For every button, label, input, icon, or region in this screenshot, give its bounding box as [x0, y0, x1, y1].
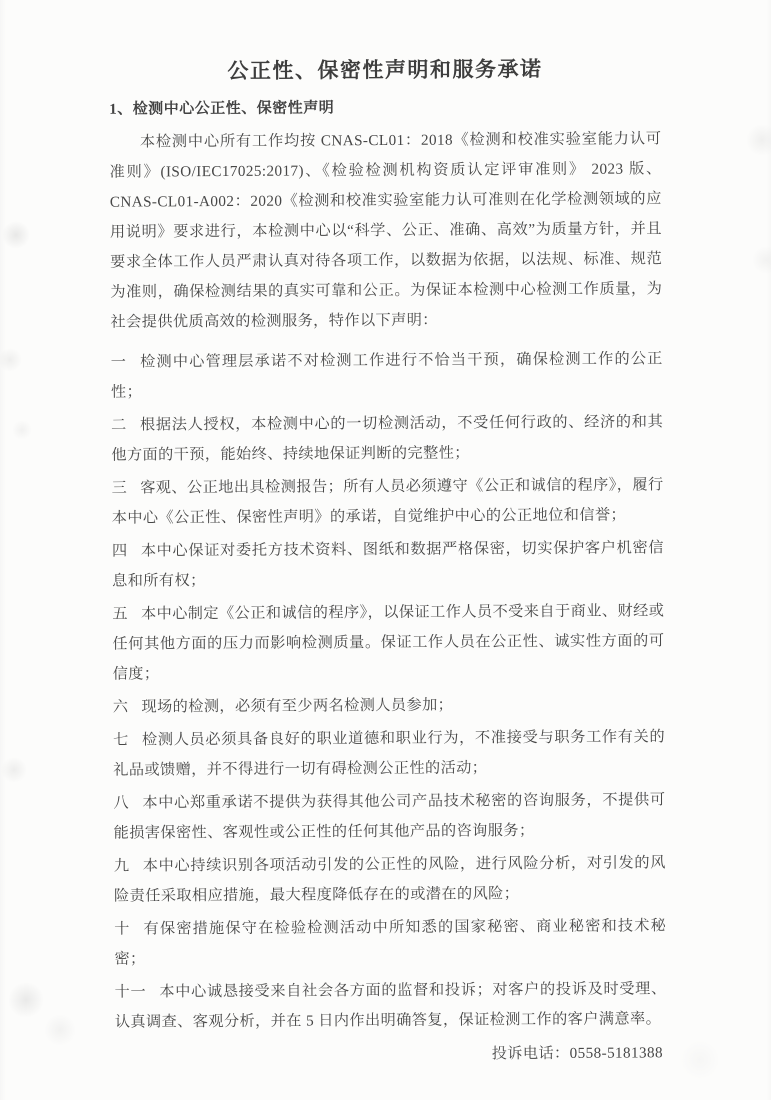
complaint-phone-line: 投诉电话：0558-5181388	[491, 1044, 664, 1063]
item-text: 客观、公正地出具检测报告；所有人员必须遵守《公正和诚信的程序》，履行本中心《公正性、保密性声明》的承诺，自觉维护中心的公正地位和信誉；	[111, 476, 664, 527]
statement-item	[112, 533, 664, 596]
statement-list	[111, 344, 667, 1037]
statement-item	[114, 911, 666, 974]
item-number: 二	[111, 416, 128, 434]
item-number: 七	[113, 731, 130, 749]
statement-item	[115, 974, 667, 1037]
item-text: 检测中心管理层承诺不对检测工作进行不恰当干预，确保检测工作的公正性；	[110, 350, 663, 401]
item-text: 本中心保证对委托方技术资料、图纸和数据严格保密，切实保护客户机密信息和所有权；	[112, 539, 664, 590]
statement-item	[111, 470, 663, 533]
item-text: 检测人员必须具备良好的职业道德和职业行为，不准接受与职务工作有关的礼品或馈赠，并不得进行一切有碍检测公正性的活动；	[113, 728, 666, 779]
intro-paragraph: 本检测中心所有工作均按 CNAS-CL01：2018《检测和校准实验室能力认可准则》(ISO/IEC17025:2017)、《检验检测机构资质认定评审准则》 2023 版、CNAS-CL01-A002：2020《检测和校准实验室能力认可准则在化学检测领域的应用说明》要求进行，本检测中心以“科学、公正、准确、高效”为质量方针，并且要求全体工作人员严肃认真对待各项工作，以数据为依据，以法规、标准、规范为准则，确保检测结果的真实可靠和公正。为保证本检测中心检测工作质量，为社会提供优质高效的检测服务，特作以下声明：	[109, 130, 663, 331]
item-number: 一	[110, 353, 128, 371]
statement-item	[114, 848, 666, 911]
item-number: 六	[112, 698, 129, 716]
item-text: 本中心持续识别各项活动引发的公正性的风险，进行风险分析，对引发的风险责任采取相应措施，最大程度降低存在的或潜在的风险；	[113, 854, 666, 905]
item-text: 有保密措施保守在检验检测活动中所知悉的国家秘密、商业秘密和技术秘密；	[114, 917, 667, 968]
statement-item	[113, 785, 665, 848]
item-text: 根据法人授权，本检测中心的一切检测活动，不受任何行政的、经济的和其他方面的干预，能始终、持续地保证判断的完整性；	[111, 413, 664, 464]
item-number: 九	[113, 857, 130, 875]
item-number: 十一	[114, 983, 147, 1001]
item-number: 四	[111, 542, 128, 560]
item-text: 本中心制定《公正和诚信的程序》，以保证工作人员不受来自于商业、财经或任何其他方面的压力而影响检测质量。保证工作人员在公正性、诚实性方面的可信度；	[112, 602, 665, 683]
document-page	[109, 54, 667, 1071]
item-number: 三	[111, 479, 128, 497]
item-number: 五	[112, 605, 128, 623]
statement-item	[111, 407, 663, 470]
item-text: 现场的检测，必须有至少两名检测人员参加；	[141, 696, 454, 716]
page-title: 公正性、保密性声明和服务承诺	[227, 57, 543, 83]
statement-item	[112, 596, 665, 689]
item-number: 八	[113, 794, 130, 812]
section-heading: 1、检测中心公正性、保密性声明	[109, 100, 335, 118]
statement-item	[111, 344, 663, 407]
statement-item	[113, 722, 665, 785]
item-number: 十	[114, 920, 131, 938]
item-text: 本中心郑重承诺不提供为获得其他公司产品技术秘密的咨询服务，不提供可能损害保密性、客观性或公正性的任何其他产品的咨询服务；	[113, 791, 666, 842]
statement-item	[113, 689, 665, 722]
item-text: 本中心诚恳接受来自社会各方面的监督和投诉；对客户的投诉及时受理、认真调查、客观分析，并在 5 日内作出明确答复，保证检测工作的客户满意率。	[114, 980, 667, 1031]
